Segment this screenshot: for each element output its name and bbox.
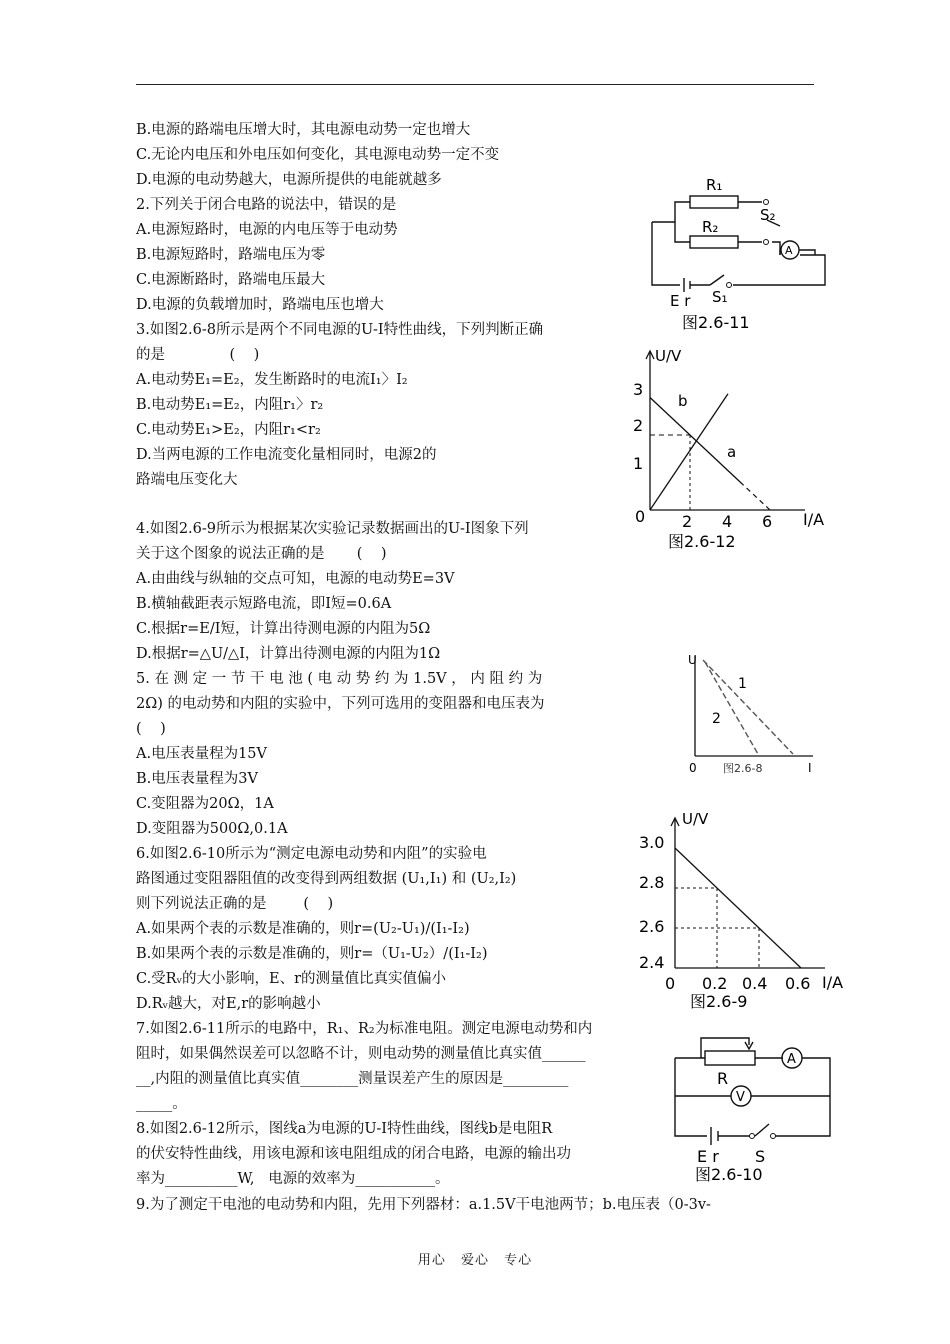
x-axis-label: I/A <box>822 973 844 992</box>
text-line: 7.如图2.6-11所示的电路中，R₁、R₂为标准电阻。测定电源电动势和内 <box>136 1021 593 1037</box>
x-tick-0: 0 <box>665 974 676 993</box>
text-line: 2Ω) 的电动势和内阻的实验中，下列可选用的变阻器和电压表为 <box>136 696 545 712</box>
line-1-label: 1 <box>738 676 747 692</box>
text-line: 9.为了测定干电池的电动势和内阻，先用下列器材：a.1.5V干电池两节；b.电压表（0-3v- <box>136 1197 711 1213</box>
x-tick-4: 4 <box>722 512 733 531</box>
figure-2-6-11 <box>640 170 820 339</box>
ui-line <box>675 848 801 968</box>
figure-2-6-10 <box>665 1020 845 1184</box>
text-line: __,内阻的测量值比真实值________测量误差产生的原因是_________ <box>136 1071 569 1087</box>
r2-label: R₂ <box>702 218 719 236</box>
text-line: 率为__________W, 电源的效率为___________。 <box>136 1171 450 1187</box>
text-line: A.电压表量程为15V <box>136 746 268 762</box>
text-line: C.受Rᵥ的大小影响，E、r的测量值比真实值偏小 <box>136 971 447 987</box>
origin-label: 0 <box>689 761 697 775</box>
figure-2-6-8 <box>668 648 823 782</box>
text-line: ( ) <box>136 721 166 737</box>
line-2 <box>705 662 758 754</box>
y-tick-1: 1 <box>633 454 644 473</box>
text-line: _____。 <box>136 1096 187 1112</box>
figure-caption: 图2.6-12 <box>668 532 736 551</box>
text-line: C.电源断路时，路端电压最大 <box>136 272 326 288</box>
text-line: 6.如图2.6-10所示为“测定电源电动势和内阻”的实验电 <box>136 846 487 862</box>
switch-label: S <box>755 1147 766 1166</box>
circuit-diagram-11 <box>640 170 820 335</box>
text-line: B.电源的路端电压增大时，其电源电动势一定也增大 <box>136 122 471 138</box>
circuit-diagram-10 <box>665 1020 845 1184</box>
text-line: 的是 ( ) <box>136 347 260 363</box>
y-axis-label: U/V <box>682 810 709 828</box>
line-a-dashed-extension <box>740 482 770 510</box>
text-line: D.变阻器为500Ω,0.1A <box>136 821 288 837</box>
figure-caption: 图2.6-8 <box>723 762 763 775</box>
page-footer: 用心 爱心 专心 <box>417 1253 533 1268</box>
y-axis-label: U <box>688 653 697 667</box>
text-line: A.如果两个表的示数是准确的，则r=(U₂-U₁)/(I₁-I₂) <box>136 921 470 937</box>
line-a-label: a <box>727 443 737 461</box>
figure-caption: 图2.6-9 <box>690 992 748 1011</box>
y-tick-2-6: 2.6 <box>639 917 665 936</box>
figure-2-6-12 <box>625 345 840 559</box>
text-line: C.根据r=E/I短，计算出待测电源的内阻为5Ω <box>136 621 431 637</box>
text-line: 关于这个图象的说法正确的是 ( ) <box>136 546 387 562</box>
figure-caption: 图2.6-10 <box>695 1165 763 1184</box>
text-line: D.电源的电动势越大，电源所提供的电能就越多 <box>136 172 442 188</box>
text-line: B.电动势E₁=E₂，内阻r₁〉r₂ <box>136 397 324 413</box>
text-line: D.当两电源的工作电流变化量相同时，电源2的 <box>136 447 437 463</box>
text-line: D.电源的负载增加时，路端电压也增大 <box>136 297 384 313</box>
line-a <box>650 398 740 482</box>
x-axis-label: I/A <box>803 510 825 529</box>
text-line: D.根据r=△U/△I，计算出待测电源的内阻为1Ω <box>136 646 441 662</box>
text-line: 5. 在 测 定 一 节 干 电 池 ( 电 动 势 约 为 1.5V ， 内 阻 约 为 <box>136 671 543 687</box>
text-line: 2.下列关于闭合电路的说法中，错误的是 <box>136 197 397 213</box>
text-line: D.Rᵥ越大，对E,r的影响越小 <box>136 996 321 1012</box>
ui-graph-9 <box>630 808 860 1013</box>
x-tick-6: 6 <box>762 512 773 531</box>
ui-graph-12 <box>625 345 840 555</box>
line-b-label: b <box>678 392 688 410</box>
ammeter-symbol: A <box>787 1052 796 1067</box>
text-line: C.无论内电压和外电压如何变化，其电源电动势一定不变 <box>136 147 500 163</box>
y-tick-3-0: 3.0 <box>639 833 665 852</box>
battery-label: E r <box>670 292 691 310</box>
text-line: A.由曲线与纵轴的交点可知，电源的电动势E=3V <box>136 571 455 587</box>
r1-label: R₁ <box>706 176 723 194</box>
text-line: 的伏安特性曲线，用该电源和该电阻组成的闭合电路，电源的输出功 <box>136 1146 571 1162</box>
y-tick-2: 2 <box>633 416 644 435</box>
figure-2-6-9 <box>630 808 860 1017</box>
text-line: 路图通过变阻器阻值的改变得到两组数据 (U₁,I₁) 和 (U₂,I₂) <box>136 871 517 887</box>
y-tick-2-4: 2.4 <box>639 953 665 972</box>
origin-label: 0 <box>635 507 646 526</box>
x-tick-0-6: 0.6 <box>785 974 811 993</box>
rheostat-label: R <box>717 1069 729 1088</box>
text-line: B.电压表量程为3V <box>136 771 258 787</box>
battery-label: E r <box>697 1147 719 1166</box>
text-line: C.电动势E₁>E₂，内阻r₁<r₂ <box>136 422 321 438</box>
text-line: A.电源短路时，电源的内电压等于电动势 <box>136 222 398 238</box>
text-line: 则下列说法正确的是 ( ) <box>136 896 334 912</box>
x-axis-label: I <box>808 761 812 775</box>
text-line: A.电动势E₁=E₂，发生断路时的电流I₁〉I₂ <box>136 372 408 388</box>
y-tick-3: 3 <box>633 380 644 399</box>
text-line: 3.如图2.6-8所示是两个不同电源的U-I特性曲线，下列判断正确 <box>136 322 544 338</box>
s2-label: S₂ <box>760 206 776 224</box>
figure-caption: 图2.6-11 <box>682 313 750 332</box>
text-line: C.变阻器为20Ω，1A <box>136 796 274 812</box>
y-axis-label: U/V <box>655 347 682 365</box>
ui-graph-8 <box>668 648 823 778</box>
y-tick-2-8: 2.8 <box>639 873 665 892</box>
text-line: 8.如图2.6-12所示，图线a为电源的U-I特性曲线，图线b是电阻R <box>136 1121 553 1137</box>
text-line: B.横轴截距表示短路电流，即I短=0.6A <box>136 596 392 612</box>
x-tick-2: 2 <box>682 512 693 531</box>
text-line: 路端电压变化大 <box>136 472 238 488</box>
text-line: B.如果两个表的示数是准确的，则r=（U₁-U₂）/(I₁-I₂) <box>136 946 488 962</box>
text-line: B.电源短路时，路端电压为零 <box>136 247 326 263</box>
text-line: 4.如图2.6-9所示为根据某次实验记录数据画出的U-I图象下列 <box>136 521 529 537</box>
ammeter-symbol: A <box>785 244 793 257</box>
line-b <box>650 394 728 510</box>
text-line: 阻时，如果偶然误差可以忽略不计，则电动势的测量值比真实值______ <box>136 1046 586 1062</box>
s1-label: S₁ <box>712 288 728 306</box>
x-tick-0-4: 0.4 <box>742 974 768 993</box>
voltmeter-symbol: V <box>736 1090 745 1105</box>
line-1 <box>703 660 793 754</box>
line-2-label: 2 <box>712 711 721 727</box>
x-tick-0-2: 0.2 <box>702 974 728 993</box>
header-rule <box>136 84 814 85</box>
